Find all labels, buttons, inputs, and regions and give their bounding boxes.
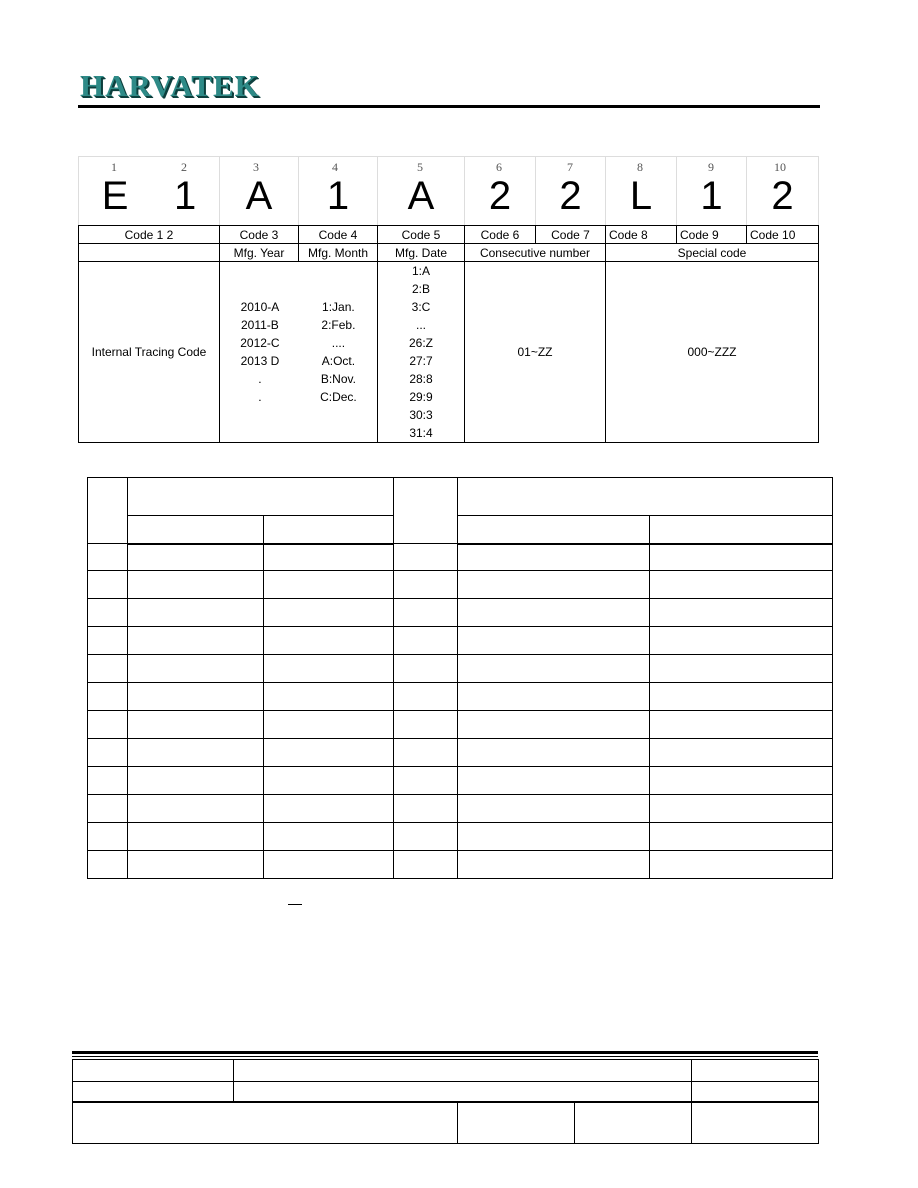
date-item: 1:A bbox=[411, 264, 430, 278]
empty-cell bbox=[79, 244, 220, 262]
date-item: 31:4 bbox=[409, 426, 433, 440]
field-label-row bbox=[79, 244, 819, 262]
digit-cell-3 bbox=[220, 157, 299, 226]
consecutive-number-label: Consecutive number bbox=[465, 244, 606, 262]
blank-row bbox=[88, 739, 833, 767]
footer-rule-thin bbox=[72, 1056, 818, 1057]
code-label-row bbox=[79, 226, 819, 244]
footer-rule bbox=[72, 1051, 818, 1054]
date-item: 3:C bbox=[411, 300, 431, 314]
special-code-label: Special code bbox=[606, 244, 819, 262]
consecutive-range: 01~ZZ bbox=[465, 262, 606, 443]
footer-row bbox=[73, 1082, 819, 1102]
digit-cell-1-2 bbox=[79, 157, 220, 226]
date-item: 27:7 bbox=[409, 354, 433, 368]
mfg-date-label: Mfg. Date bbox=[378, 244, 465, 262]
code-label: Code 9 bbox=[677, 226, 747, 244]
digit-number: 3 bbox=[253, 160, 259, 174]
digit-number: 4 bbox=[332, 160, 338, 174]
blank-cell bbox=[88, 478, 128, 544]
year-list bbox=[240, 298, 279, 406]
mfg-year-label: Mfg. Year bbox=[220, 244, 299, 262]
footer-cell bbox=[73, 1082, 234, 1102]
footer-cell bbox=[234, 1082, 692, 1102]
digit-cell-7 bbox=[536, 157, 606, 226]
blank-cell bbox=[394, 478, 458, 544]
digit-number: 5 bbox=[417, 160, 423, 174]
blank-cell bbox=[264, 516, 394, 544]
digit-cell-9 bbox=[677, 157, 747, 226]
footer-cell bbox=[73, 1060, 234, 1082]
blank-subheader-row bbox=[88, 516, 833, 544]
footer-table bbox=[72, 1059, 819, 1144]
blank-cell bbox=[128, 516, 264, 544]
digit-cell-5 bbox=[378, 157, 465, 226]
year-item: 2013 D bbox=[240, 354, 280, 368]
code-label: Code 1 2 bbox=[79, 226, 220, 244]
date-item: 2:B bbox=[411, 282, 430, 296]
code-label: Code 8 bbox=[606, 226, 677, 244]
blank-row bbox=[88, 544, 833, 571]
digit-cell-6 bbox=[465, 157, 536, 226]
internal-tracing-code: Internal Tracing Code bbox=[79, 262, 220, 443]
year-item: . bbox=[258, 372, 262, 386]
code-label: Code 4 bbox=[299, 226, 378, 244]
code-label: Code 6 bbox=[465, 226, 536, 244]
year-item: . bbox=[258, 390, 262, 404]
harvatek-logo: HARVATEK bbox=[80, 68, 260, 103]
blank-row bbox=[88, 683, 833, 711]
digit-number: 6 bbox=[496, 160, 502, 174]
blank-row bbox=[88, 823, 833, 851]
footer-cell bbox=[458, 1102, 575, 1144]
digit-number: 10 bbox=[774, 160, 786, 174]
blank-cell bbox=[128, 478, 394, 516]
month-item: A:Oct. bbox=[321, 354, 356, 368]
digit-number: 9 bbox=[708, 160, 714, 174]
blank-row bbox=[88, 599, 833, 627]
month-item: B:Nov. bbox=[320, 372, 356, 386]
digit-char: 1 bbox=[173, 174, 197, 218]
blank-header-row bbox=[88, 478, 833, 516]
lot-code-table bbox=[78, 156, 819, 443]
blank-row bbox=[88, 851, 833, 879]
date-item: 28:8 bbox=[409, 372, 433, 386]
blank-row bbox=[88, 795, 833, 823]
footer-row bbox=[73, 1102, 819, 1144]
blank-cell bbox=[650, 516, 833, 544]
month-item: 1:Jan. bbox=[322, 300, 355, 314]
mfg-month-label: Mfg. Month bbox=[299, 244, 378, 262]
digit-char: A bbox=[407, 174, 435, 218]
digit-number: 7 bbox=[567, 160, 573, 174]
date-item: 26:Z bbox=[408, 336, 433, 350]
header-rule bbox=[78, 105, 820, 108]
digit-cell-8 bbox=[606, 157, 677, 226]
year-item: 2011-B bbox=[241, 318, 279, 332]
footer-cell bbox=[692, 1102, 819, 1144]
digit-char: A bbox=[245, 174, 273, 218]
digit-char: 2 bbox=[488, 174, 512, 218]
special-range: 000~ZZZ bbox=[606, 262, 819, 443]
month-list bbox=[320, 298, 357, 406]
digit-char: 1 bbox=[700, 174, 723, 218]
blank-row bbox=[88, 711, 833, 739]
blank-row bbox=[88, 571, 833, 599]
underscore-mark bbox=[288, 904, 302, 905]
footer-cell bbox=[575, 1102, 692, 1144]
year-item: 2010-A bbox=[240, 300, 280, 314]
code-label: Code 5 bbox=[378, 226, 465, 244]
digit-cell-4 bbox=[299, 157, 378, 226]
footer-row bbox=[73, 1060, 819, 1082]
date-item: ... bbox=[415, 318, 426, 332]
blank-grid-table bbox=[87, 477, 833, 879]
footer-cell bbox=[73, 1102, 458, 1144]
blank-cell bbox=[458, 478, 833, 516]
blank-row bbox=[88, 627, 833, 655]
month-item: C:Dec. bbox=[320, 390, 357, 404]
digit-char: E bbox=[101, 174, 129, 218]
date-item: 29:9 bbox=[409, 390, 433, 404]
digit-number: 2 bbox=[181, 160, 187, 174]
month-item: .... bbox=[331, 336, 346, 350]
footer-cell bbox=[692, 1060, 819, 1082]
date-item: 30:3 bbox=[409, 408, 433, 422]
digit-row bbox=[79, 157, 819, 226]
code-label: Code 7 bbox=[536, 226, 606, 244]
year-month-legend bbox=[220, 262, 378, 443]
digit-number: 8 bbox=[637, 160, 643, 174]
blank-row bbox=[88, 767, 833, 795]
blank-cell bbox=[458, 516, 650, 544]
digit-char: 2 bbox=[559, 174, 582, 218]
digit-cell-10 bbox=[747, 157, 819, 226]
digit-char: L bbox=[629, 174, 653, 218]
digit-number: 1 bbox=[111, 160, 117, 174]
year-item: 2012-C bbox=[240, 336, 280, 350]
digit-char: 1 bbox=[326, 174, 350, 218]
digit-char: 2 bbox=[771, 174, 794, 218]
code-label: Code 3 bbox=[220, 226, 299, 244]
date-list bbox=[378, 262, 465, 443]
blank-row bbox=[88, 655, 833, 683]
code-label: Code 10 bbox=[747, 226, 819, 244]
footer-cell bbox=[234, 1060, 692, 1082]
month-item: 2:Feb. bbox=[321, 318, 356, 332]
description-row bbox=[79, 262, 819, 443]
footer-cell bbox=[692, 1082, 819, 1102]
